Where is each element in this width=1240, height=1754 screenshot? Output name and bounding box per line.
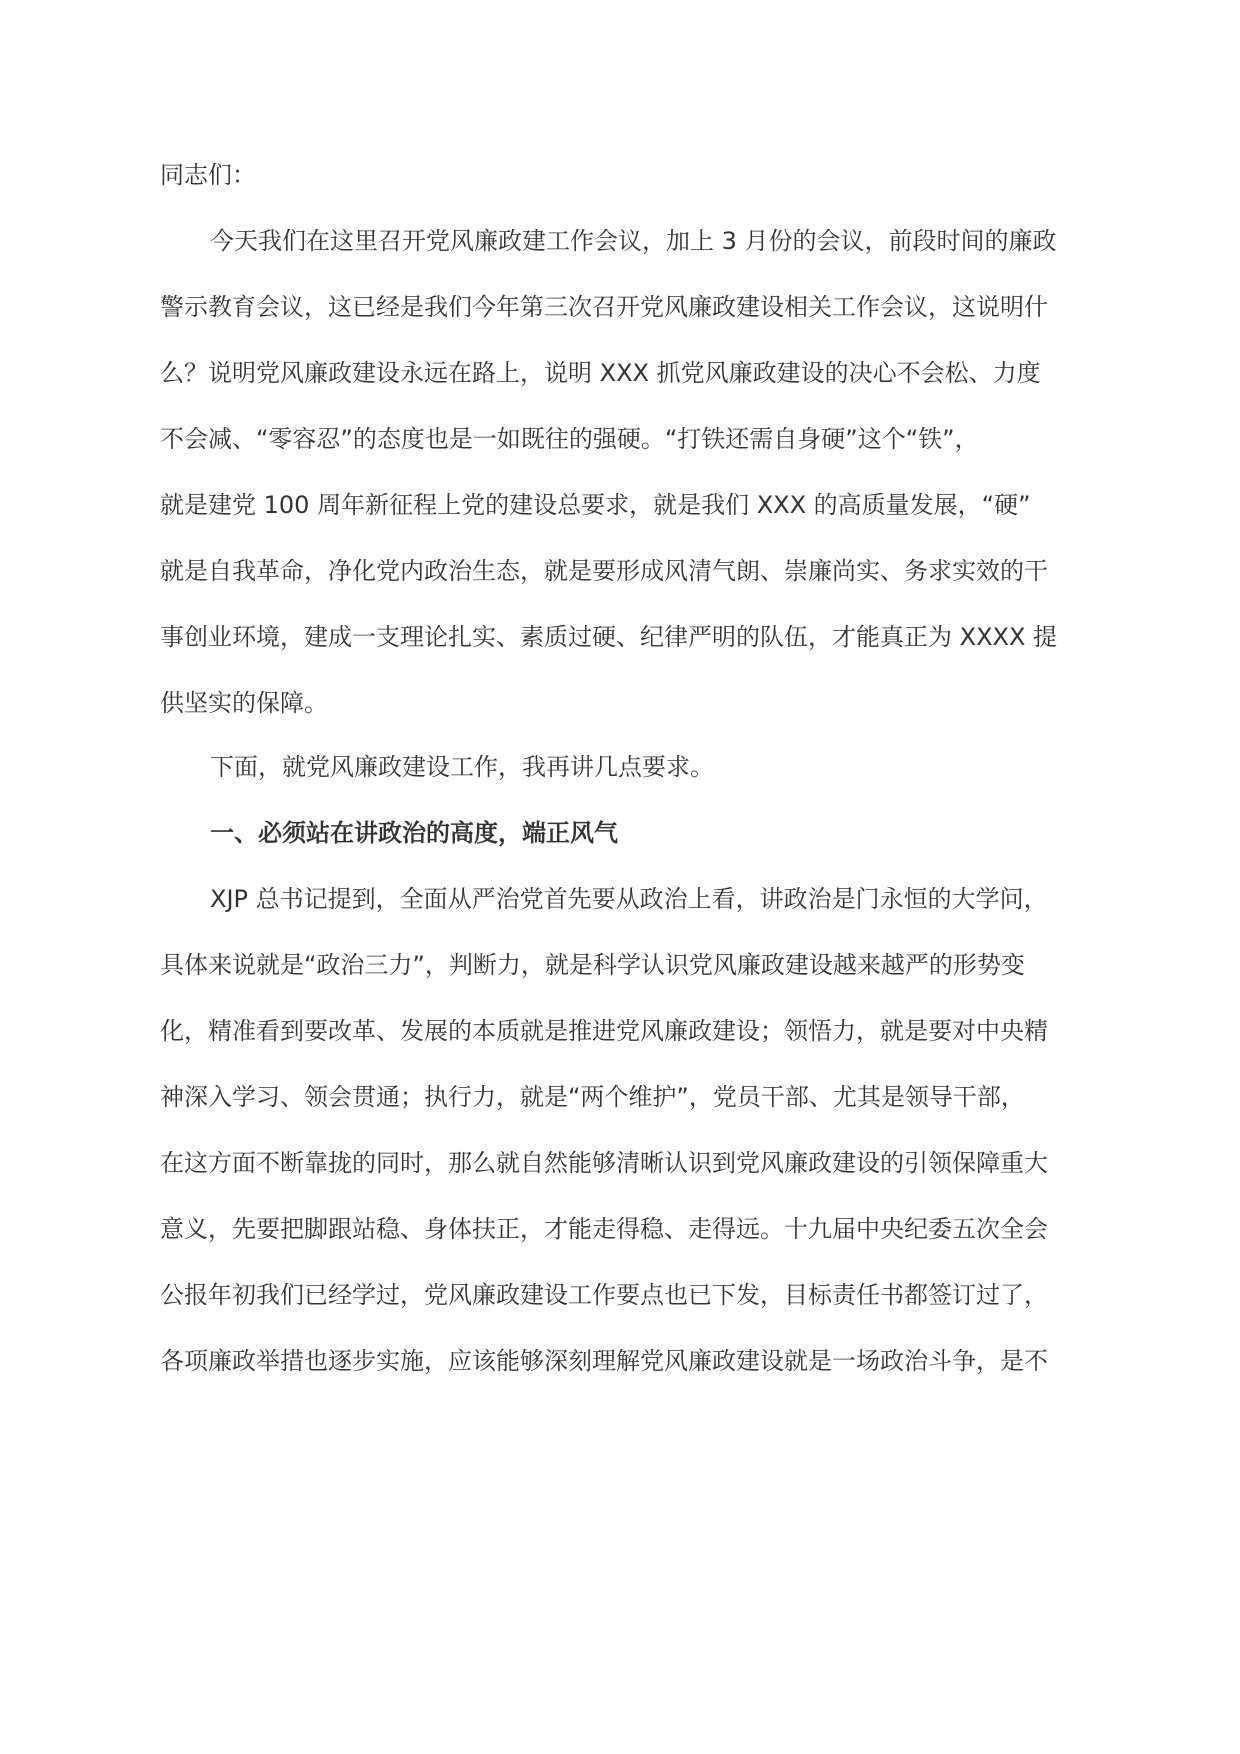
paragraph-3-line-5: 在这方面不断靠拢的同时，那么就自然能够清晰认识到党风廉政建设的引领保障重大 [160, 1149, 1048, 1177]
paragraph-3-line-1: XJP 总书记提到，全面从严治党首先要从政治上看，讲政治是门永恒的大学问， [210, 885, 1048, 913]
paragraph-3-line-7: 公报年初我们已经学过，党风廉政建设工作要点也已下发，目标责任书都签订过了， [160, 1281, 1048, 1309]
paragraph-1-line-1: 今天我们在这里召开党风廉政建工作会议，加上 3 月份的会议，前段时间的廉政 [210, 227, 1057, 255]
paragraph-1-line-8: 供坚实的保障。 [160, 689, 328, 717]
paragraph-3-line-2: 具体来说就是“政治三力”，判断力，就是科学认识党风廉政建设越来越严的形势变 [160, 951, 1025, 979]
paragraph-1-line-4: 不会减、“零容忍”的态度也是一如既往的强硬。“打铁还需自身硬”这个“铁”， [160, 425, 979, 453]
paragraph-3-line-4: 神深入学习、领会贯通；执行力，就是“两个维护”，党员干部、尤其是领导干部， [160, 1083, 1025, 1111]
salutation: 同志们： [160, 161, 256, 189]
paragraph-2: 下面，就党风廉政建设工作，我再讲几点要求。 [210, 753, 714, 781]
paragraph-3-line-3: 化，精准看到要改革、发展的本质就是推进党风廉政建设；领悟力，就是要对中央精 [160, 1017, 1048, 1045]
paragraph-1-line-3: 么？说明党风廉政建设永远在路上，说明 XXX 抓党风廉政建设的决心不会松、力度 [160, 359, 1041, 387]
paragraph-1-line-2: 警示教育会议，这已经是我们今年第三次召开党风廉政建设相关工作会议，这说明什 [160, 293, 1048, 321]
paragraph-3-line-6: 意义，先要把脚跟站稳、身体扶正，才能走得稳、走得远。十九届中央纪委五次全会 [160, 1215, 1048, 1243]
paragraph-1-line-6: 就是自我革命，净化党内政治生态，就是要形成风清气朗、崇廉尚实、务求实效的干 [160, 557, 1048, 585]
paragraph-1-line-5: 就是建党 100 周年新征程上党的建设总要求，就是我们 XXX 的高质量发展，“硬” [160, 491, 1031, 519]
paragraph-3-line-8: 各项廉政举措也逐步实施，应该能够深刻理解党风廉政建设就是一场政治斗争，是不 [160, 1347, 1048, 1375]
section-heading-1: 一、必须站在讲政治的高度，端正风气 [210, 819, 618, 847]
paragraph-1-line-7: 事创业环境，建成一支理论扎实、素质过硬、纪律严明的队伍，才能真正为 XXXX 提 [160, 623, 1058, 651]
